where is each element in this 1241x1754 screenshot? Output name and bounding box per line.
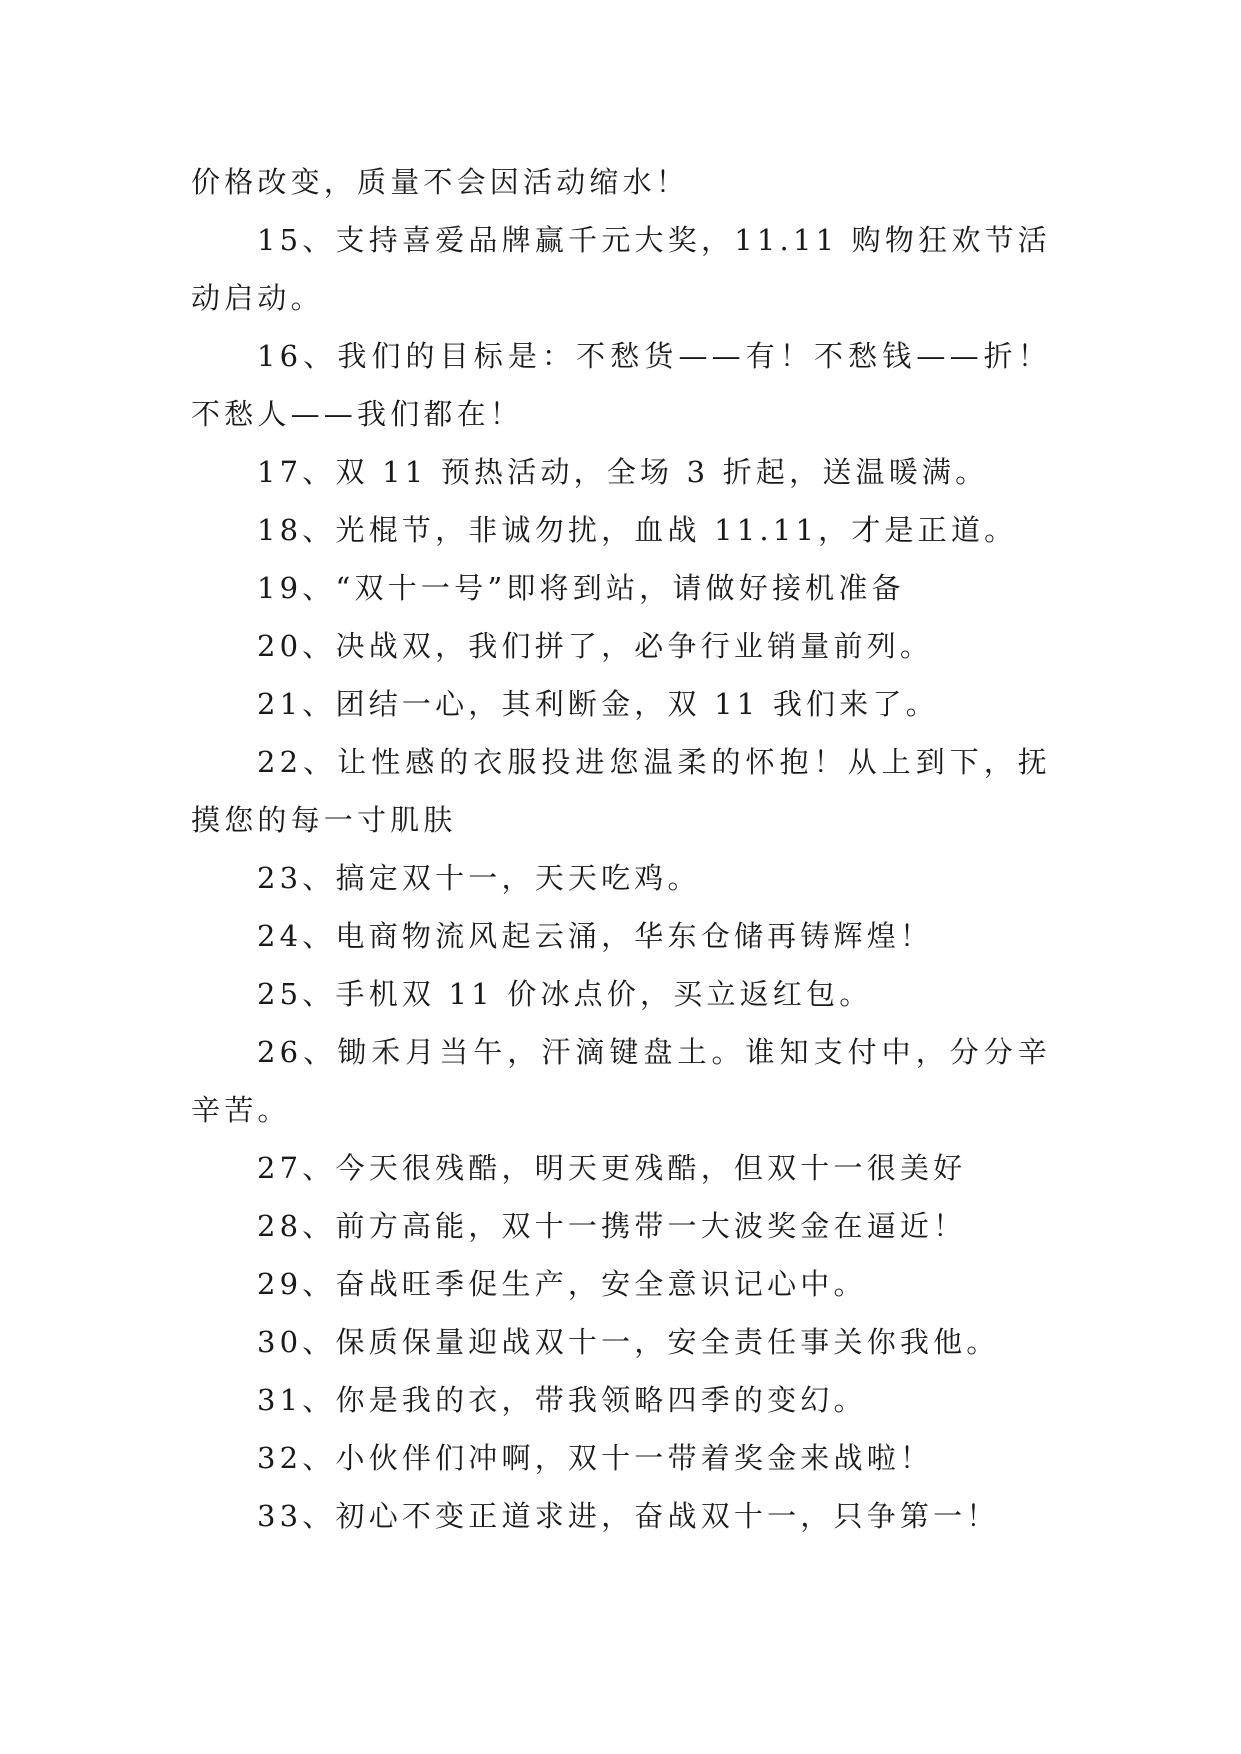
- paragraph-item-29: 29、奋战旺季促生产，安全意识记心中。: [257, 1267, 867, 1301]
- paragraph-item-24: 24、电商物流风起云涌，华东仓储再铸辉煌！: [257, 919, 934, 953]
- paragraph-item-27: 27、今天很残酷，明天更残酷，但双十一很美好: [257, 1151, 967, 1185]
- paragraph-item-31: 31、你是我的衣，带我领略四季的变幻。: [257, 1383, 867, 1417]
- paragraph-item-23: 23、搞定双十一，天天吃鸡。: [257, 861, 701, 895]
- paragraph-item-18: 18、光棍节，非诚勿扰，血战 11.11，才是正道。: [257, 513, 1018, 547]
- paragraph-continuation: 价格改变，质量不会因活动缩水！: [191, 165, 690, 199]
- paragraph-item-26: 26、锄禾月当午，汗滴键盘土。谁知支付中，分分辛辛苦。: [191, 1035, 1051, 1127]
- paragraph-item-20: 20、决战双，我们拼了，必争行业销量前列。: [257, 629, 934, 663]
- paragraph-item-17: 17、双 11 预热活动，全场 3 折起，送温暖满。: [257, 455, 989, 489]
- paragraph-item-30: 30、保质保量迎战双十一，安全责任事关你我他。: [257, 1325, 1000, 1359]
- paragraph-item-22: 22、让性感的衣服投进您温柔的怀抱！从上到下，抚摸您的每一寸肌肤: [191, 745, 1051, 837]
- paragraph-item-33: 33、初心不变正道求进，奋战双十一，只争第一！: [257, 1499, 1000, 1533]
- paragraph-item-15: 15、支持喜爱品牌赢千元大奖，11.11 购物狂欢节活动启动。: [191, 223, 1051, 315]
- paragraph-item-16: 16、我们的目标是：不愁货——有！不愁钱——折！不愁人——我们都在！: [191, 339, 1051, 431]
- document-body: [191, 153, 1051, 1545]
- paragraph-item-25: 25、手机双 11 价冰点价，买立返红包。: [257, 977, 873, 1011]
- paragraph-item-21: 21、团结一心，其利断金，双 11 我们来了。: [257, 687, 939, 721]
- paragraph-item-32: 32、小伙伴们冲啊，双十一带着奖金来战啦！: [257, 1441, 934, 1475]
- paragraph-item-19: 19、“双十一号”即将到站，请做好接机准备: [257, 571, 905, 605]
- paragraph-item-28: 28、前方高能，双十一携带一大波奖金在逼近！: [257, 1209, 967, 1243]
